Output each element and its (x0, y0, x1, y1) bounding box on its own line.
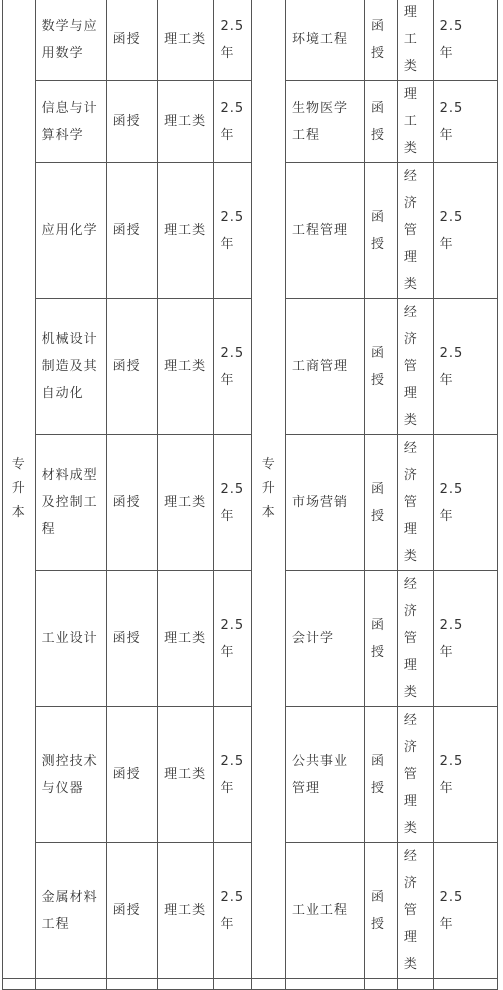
major-category: 理工类 (158, 435, 214, 571)
cell-line: 年 (439, 127, 454, 143)
cell-line: 2.5 (220, 753, 245, 769)
study-duration (433, 707, 497, 843)
cell-line: 年 (220, 508, 235, 524)
study-duration (433, 0, 497, 81)
study-duration (214, 571, 252, 707)
cell-line: 授 (370, 372, 385, 388)
study-mode (364, 435, 397, 571)
cell-line: 2.5 (439, 209, 464, 225)
major-name: 生物医学工程 (286, 81, 365, 163)
cell-line: 年 (439, 916, 454, 932)
major-category: 理工类 (158, 299, 214, 435)
cell-line: 2.5 (439, 889, 464, 905)
major-category: 理工类 (158, 843, 214, 979)
major-category: 理工类 (397, 81, 433, 163)
study-mode (364, 707, 397, 843)
study-duration (433, 163, 497, 299)
cell-line: 授 (370, 780, 385, 796)
cell-line: 函 (370, 617, 385, 633)
study-mode: 函授 (106, 163, 157, 299)
study-duration (214, 435, 252, 571)
cell-line: 2.5 (439, 481, 464, 497)
cell-line: 2.5 (439, 753, 464, 769)
cell-line: 授 (370, 127, 385, 143)
cell-line: 函 (370, 481, 385, 497)
major-category: 理工类 (158, 81, 214, 163)
cell-line: 授 (370, 508, 385, 524)
cell-line: 年 (439, 780, 454, 796)
study-duration (433, 571, 497, 707)
major-category: 经济管理类 (397, 163, 433, 299)
major-name: 工程管理 (286, 163, 365, 299)
study-mode: 函授 (106, 571, 157, 707)
empty-cell (106, 979, 157, 990)
level-char: 升 (11, 480, 26, 496)
cell-line: 年 (220, 644, 235, 660)
majors-table (2, 0, 503, 990)
cell-line: 2.5 (439, 18, 464, 34)
empty-cell (3, 979, 36, 990)
cell-line: 2.5 (439, 345, 464, 361)
table-row-partial (3, 979, 503, 990)
cell-line: 2.5 (220, 889, 245, 905)
cell-line: 年 (439, 644, 454, 660)
major-name: 信息与计算科学 (35, 81, 106, 163)
empty-cell (214, 979, 252, 990)
cell-line: 2.5 (220, 345, 245, 361)
empty-cell (286, 979, 365, 990)
level-char: 本 (11, 504, 26, 520)
cell-line: 年 (220, 916, 235, 932)
study-mode (364, 81, 397, 163)
major-category: 理工类 (158, 571, 214, 707)
empty-cell (397, 979, 433, 990)
major-name: 金属材料工程 (35, 843, 106, 979)
cell-line: 函 (370, 100, 385, 116)
cell-line: 2.5 (220, 481, 245, 497)
table-row (3, 0, 503, 81)
major-name: 数学与应用数学 (35, 0, 106, 81)
cell-line: 函 (370, 889, 385, 905)
major-name: 会计学 (286, 571, 365, 707)
major-name: 机械设计制造及其自动化 (35, 299, 106, 435)
level-char: 本 (261, 504, 276, 520)
major-name: 环境工程 (286, 0, 365, 81)
study-duration (214, 843, 252, 979)
cell-line: 年 (220, 127, 235, 143)
level-char: 专 (11, 456, 26, 472)
study-duration (214, 81, 252, 163)
study-mode: 函授 (106, 299, 157, 435)
empty-cell (433, 979, 497, 990)
cell-line: 授 (370, 236, 385, 252)
cell-line: 年 (220, 236, 235, 252)
level-char: 升 (261, 480, 276, 496)
study-duration (433, 81, 497, 163)
study-duration (214, 707, 252, 843)
major-category: 经济管理类 (397, 843, 433, 979)
study-mode: 函授 (106, 435, 157, 571)
study-mode (364, 0, 397, 81)
study-mode (364, 299, 397, 435)
major-category: 经济管理类 (397, 707, 433, 843)
empty-cell (158, 979, 214, 990)
study-duration (433, 435, 497, 571)
cell-line: 年 (439, 372, 454, 388)
cell-line: 2.5 (439, 617, 464, 633)
study-mode: 函授 (106, 81, 157, 163)
study-mode (364, 571, 397, 707)
cell-line: 2.5 (220, 18, 245, 34)
study-duration (214, 0, 252, 81)
cell-line: 函 (370, 753, 385, 769)
cell-line: 函 (370, 18, 385, 34)
major-name: 工商管理 (286, 299, 365, 435)
cell-line: 函 (370, 209, 385, 225)
cell-line: 年 (439, 236, 454, 252)
major-name: 公共事业管理 (286, 707, 365, 843)
major-name: 应用化学 (35, 163, 106, 299)
major-category: 理工类 (158, 0, 214, 81)
study-mode: 函授 (106, 0, 157, 81)
cell-line: 2.5 (220, 617, 245, 633)
study-duration (214, 163, 252, 299)
major-name: 工业设计 (35, 571, 106, 707)
level-char: 专 (261, 456, 276, 472)
study-duration (433, 843, 497, 979)
major-category: 经济管理类 (397, 299, 433, 435)
study-mode: 函授 (106, 843, 157, 979)
major-name: 市场营销 (286, 435, 365, 571)
study-mode (364, 163, 397, 299)
major-name: 工业工程 (286, 843, 365, 979)
study-mode: 函授 (106, 707, 157, 843)
study-duration (214, 299, 252, 435)
major-name: 材料成型及控制工程 (35, 435, 106, 571)
level-cell-right (252, 0, 286, 979)
cell-line: 2.5 (439, 100, 464, 116)
empty-cell (364, 979, 397, 990)
cell-line: 年 (220, 45, 235, 61)
cell-line: 年 (439, 45, 454, 61)
cell-line: 2.5 (220, 209, 245, 225)
cell-line: 授 (370, 644, 385, 660)
cell-line: 年 (439, 508, 454, 524)
major-category: 经济管理类 (397, 571, 433, 707)
major-category: 经济管理类 (397, 435, 433, 571)
cell-line: 授 (370, 45, 385, 61)
major-category: 理工类 (397, 0, 433, 81)
cell-line: 函 (370, 345, 385, 361)
cell-line: 年 (220, 780, 235, 796)
level-cell-left (3, 0, 36, 979)
study-mode (364, 843, 397, 979)
cell-line: 年 (220, 372, 235, 388)
major-category: 理工类 (158, 163, 214, 299)
major-category: 理工类 (158, 707, 214, 843)
empty-cell (35, 979, 106, 990)
cell-line: 2.5 (220, 100, 245, 116)
major-name: 测控技术与仪器 (35, 707, 106, 843)
empty-cell (252, 979, 286, 990)
study-duration (433, 299, 497, 435)
cell-line: 授 (370, 916, 385, 932)
